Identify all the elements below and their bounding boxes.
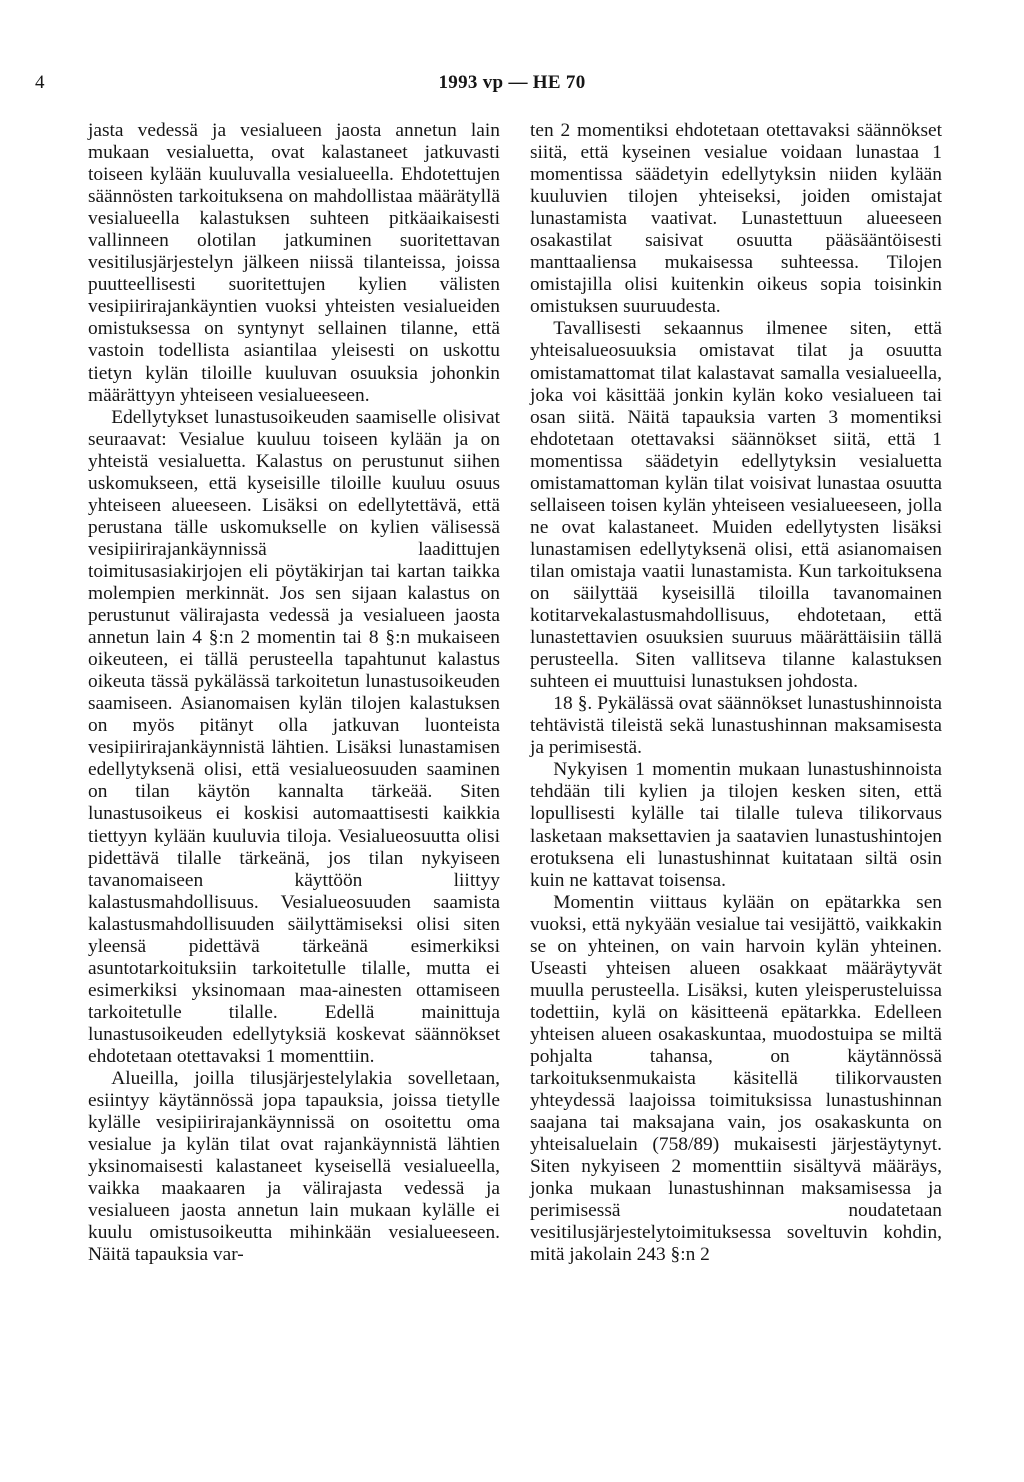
paragraph: 18 §. Pykälässä ovat säännökset lunastushinnoista tehtävistä tileistä sekä lunastushinnan maksamisesta ja perimisestä. [530, 693, 942, 759]
running-head: 1993 vp — HE 70 [438, 72, 586, 93]
left-column [88, 120, 500, 1266]
page-number: 4 [35, 72, 45, 93]
paragraph: Momentin viittaus kylään on epätarkka sen vuoksi, että nykyään vesialue tai vesijättö, vaikkakin se on yhteinen, on vain harvoin kylän yhteinen. Useasti yhteisen alueen osakkaat määräytyvät muulla perusteella. Lisäksi, kuten yleisperusteluissa todettiin, kylä on käsitteenä epätarkka. Edelleen yhteisen alueen osakaskuntaa, muodostuipa se miltä pohjalta tahansa, on käytännössä tarkoituksenmukaista käsitellä tilikorvausten yhteydessä laajoissa toimituksissa lunastushinnan saajana tai maksajana vain, jos osakaskunta on yhteisaluelain (758/89) mukaisesti järjestäytynyt. Siten nykyiseen 2 momenttiin sisältyvä määräys, jonka mukaan lunastushinnan maksamisessa ja perimisessä noudatetaan vesitilusjärjestelytoimituksessa soveltuvin kohdin, mitä jakolain 243 §:n 2 [530, 891, 942, 1266]
paragraph: ten 2 momentiksi ehdotetaan otettavaksi säännökset siitä, että kyseinen vesialue voidaan lunastaa 1 momentissa säädetyin edellytyksin niiden kylään kuuluvien tilojen yhteiseksi, joiden omistajat lunastamista vaativat. Lunastettuun alueeseen osakastilat saisivat osuutta pääsääntöisesti manttaaliensa mukaisessa suhteessa. Tilojen omistajilla olisi kuitenkin oikeus sopia toisinkin omistuksen suuruudesta. [530, 120, 942, 318]
paragraph: Edellytykset lunastusoikeuden saamiselle olisivat seuraavat: Vesialue kuuluu toiseen kylään ja on yhteistä vesialuetta. Kalastus on perustunut siihen uskomukseen, että kyseisille tiloille kuuluu osuus yhteiseen alueeseen. Lisäksi on edellytettävä, että perustana tälle uskomukselle on kylien välisessä vesipiirirajankäynnissä laadittujen toimitusasiakirjojen eli pöytäkirjan tai kartan taikka molempien merkinnät. Jos sen sijaan kalastus on perustunut välirajasta vedessä ja vesialueen jaosta annetun lain 4 §:n 2 momentin tai 8 §:n mukaiseen oikeuteen, ei tällä perusteella tapahtunut kalastus oikeuta tässä pykälässä tarkoitetun lunastusoikeuden saamiseen. Asianomaisen kylän tilojen kalastuksen on myös pitänyt olla jatkuvan luonteista vesipiirirajankäynnistä lähtien. Lisäksi lunastamisen edellytyksenä olisi, että vesialueosuuden saaminen on tilan käytön kannalta tärkeää. Siten lunastusoikeus ei koskisi automaattisesti kaikkia tiettyyn kylään kuuluvia tiloja. Vesialueosuutta olisi pidettävä tilalle tärkeänä, jos tilan nykyiseen tavanomaiseen käyttöön liittyy kalastusmahdollisuus. Vesialueosuuden saamista kalastusmahdollisuuden säilyttämiseksi olisi siten yleensä pidettävä tärkeänä esimerkiksi asuntotarkoituksiin tarkoitetulle tilalle, mutta ei esimerkiksi yksinomaan maa-ainesten ottamiseen tarkoitetulle tilalle. Edellä mainittuja lunastusoikeuden edellytyksiä koskevat säännökset ehdotetaan otettavaksi 1 momenttiin. [88, 406, 500, 1067]
right-column [530, 120, 942, 1266]
paragraph: Tavallisesti sekaannus ilmenee siten, että yhteisalueosuuksia omistavat tilat ja osuutta omistamattomat tilat kalastavat samalla vesialueella, joka voi käsittää jonkin kylän koko vesialueen tai osan siitä. Näitä tapauksia varten 3 momentiksi ehdotetaan otettavaksi säännökset siitä, että 1 momentissa säädetyin edellytyksin vesialuetta omistamattoman kylän tilat voisivat lunastaa osuutta sellaiseen toisen kylän yhteiseen vesialueeseen, jolla ne ovat kalastaneet. Muiden edellytysten lisäksi lunastamisen edellytyksenä olisi, että asianomaisen tilan omistaja vaatii lunastamista. Kun tarkoituksena on säilyttää kyseisillä tiloilla tavanomainen kotitarvekalastusmahdollisuus, ehdotetaan, että lunastettavien osuuksien suuruus määrättäisiin tällä perusteella. Siten vallitseva tilanne kalastuksen suhteen ei muuttuisi lunastuksen johdosta. [530, 318, 942, 693]
paragraph: Alueilla, joilla tilusjärjestelylakia sovelletaan, esiintyy käytännössä jopa tapauksia, joissa tietylle kylälle vesipiirirajankäynnissä on osoitettu oma vesialue ja kylän tilat ovat rajankäynnistä lähtien yksinomaisesti kalastaneet kyseisellä vesialueella, vaikka maakaaren ja välirajasta vedessä ja vesialueen jaosta annetun lain mukaan kylälle ei kuulu omistusoikeutta mihinkään vesialueeseen. Näitä tapauksia var- [88, 1068, 500, 1266]
paragraph: jasta vedessä ja vesialueen jaosta annetun lain mukaan vesialuetta, ovat kalastaneet jatkuvasti toiseen kylään kuuluvalla vesialueella. Ehdotettujen säännösten tarkoituksena on mahdollistaa määrätyllä vesialueella kalastuksen suhteen pitkäaikaisesti vallinneen olotilan jatkuminen suoritettavan vesitilusjärjestelyn jälkeen niissä tilanteissa, joissa puutteellisesti suoritettujen kylien välisten vesipiirirajankäyntien vuoksi yhteisten vesialueiden omistuksessa on syntynyt sellainen tilanne, että vastoin todellista asiantilaa yleisesti on uskottu tietyn kylän tiloille kuuluvan osuuksia johonkin määrättyyn yhteiseen vesialueeseen. [88, 120, 500, 406]
paragraph: Nykyisen 1 momentin mukaan lunastushinnoista tehdään tili kylien ja tilojen kesken siten, että lopullisesti kylälle tai tilalle tuleva tilikorvaus lasketaan maksettavien ja saatavien lunastushintojen erotuksena eli lunastushinnat kuitataan siltä osin kuin ne kattavat toisensa. [530, 759, 942, 891]
